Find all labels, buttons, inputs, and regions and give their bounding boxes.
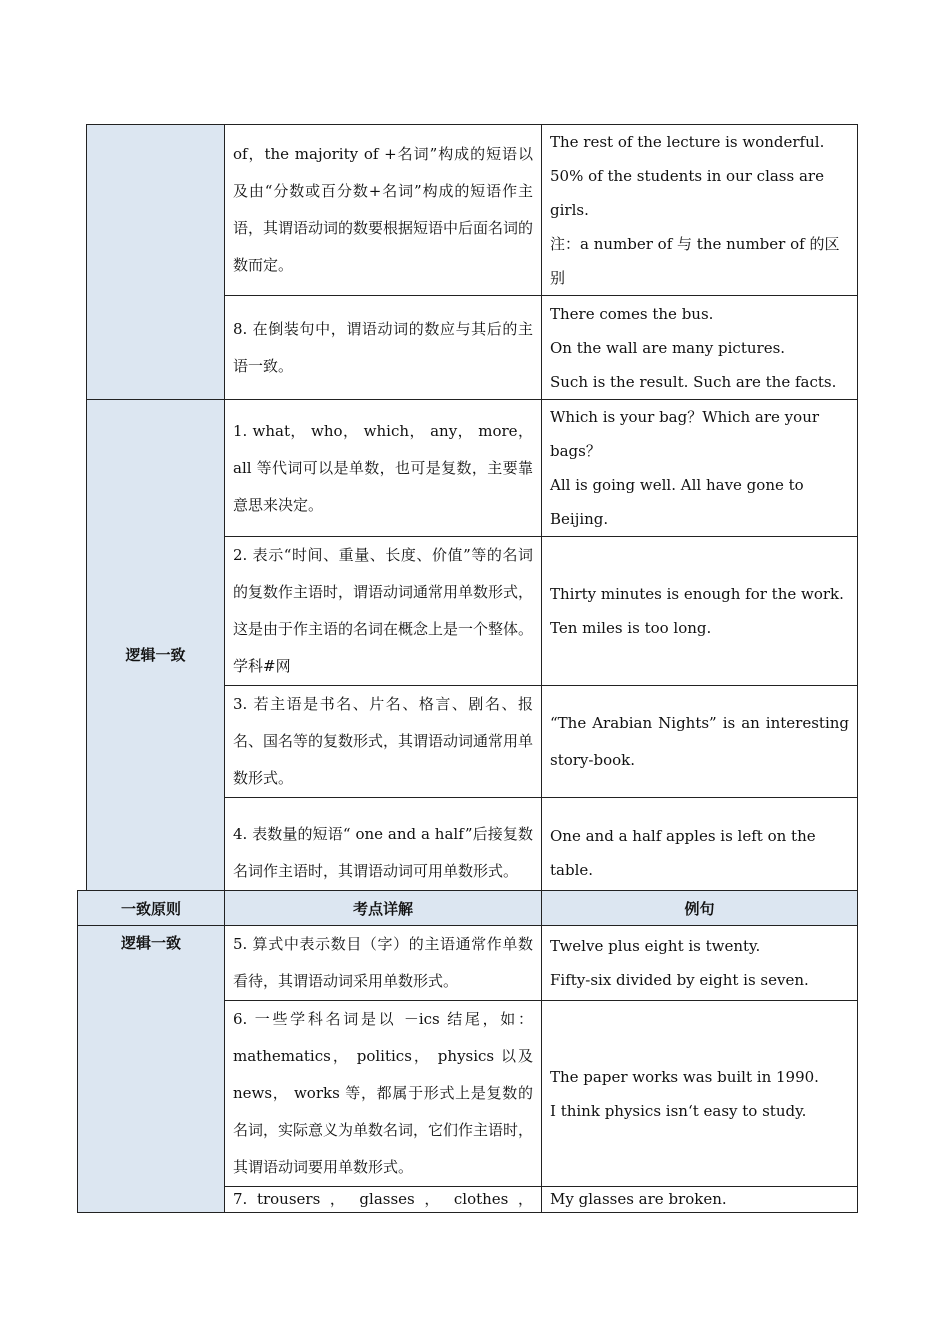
example-cell xyxy=(542,1187,858,1213)
category-cell: 逻辑一致 xyxy=(87,400,225,909)
example-line: Ten miles is too long. xyxy=(550,619,712,637)
explanation-cell: 4. 表数量的短语“ one and a half”后接复数名词作主语时，其谓语动词可用单数形式。 xyxy=(225,798,542,909)
example-cell xyxy=(542,296,858,400)
example-line: Fifty-six divided by eight is seven. xyxy=(550,971,809,989)
example-cell xyxy=(542,400,858,537)
example-line: “The Arabian Nights” is an interesting story-book. xyxy=(550,713,849,769)
example-cell xyxy=(542,125,858,296)
explanation-cell: 1. what， who， which， any， more， all 等代词可以是单数，也可是复数，主要靠意思来决定。 xyxy=(225,400,542,537)
explanation-cell: 3. 若主语是书名、片名、格言、剧名、报名、国名等的复数形式，其谓语动词通常用单数形式。 xyxy=(225,686,542,798)
example-line: There comes the bus. xyxy=(550,304,714,323)
example-cell xyxy=(542,926,858,1001)
explanation-cell: 2. 表示“时间、重量、长度、价值”等的名词的复数作主语时，谓语动词通常用单数形式，这是由于作主语的名词在概念上是一个整体。学科#网 xyxy=(225,537,542,686)
example-line: Such is the result. Such are the facts. xyxy=(550,372,837,391)
example-line: My glasses are broken. xyxy=(550,1190,727,1208)
example-line: 注：a number of 与 the number of 的区别 xyxy=(550,235,840,287)
explanation-cell: 8. 在倒装句中，谓语动词的数应与其后的主语一致。 xyxy=(225,296,542,400)
category-cell-blank xyxy=(87,125,225,400)
example-line: Thirty minutes is enough for the work. xyxy=(550,585,844,603)
consistency-table xyxy=(77,890,858,1213)
explanation-cell: 7. trousers ， glasses ， clothes ， xyxy=(225,1187,542,1213)
table-row xyxy=(87,400,858,537)
example-line: The paper works was built in 1990. xyxy=(550,1067,819,1086)
explanation-cell: of，the majority of +名词”构成的短语以及由“分数或百分数+名词”构成的短语作主语，其谓语动词的数要根据短语中后面名词的数而定。 xyxy=(225,125,542,296)
table-header-row xyxy=(78,891,858,926)
table-row xyxy=(78,926,858,1001)
example-line: On the wall are many pictures. xyxy=(550,338,786,357)
column-header: 例句 xyxy=(542,891,858,926)
example-line: Which is your bag？Which are your bags？ xyxy=(550,408,820,460)
example-line: 50% of the students in our class are girls. xyxy=(550,167,824,219)
example-cell xyxy=(542,537,858,686)
table-continuation xyxy=(86,124,858,909)
table-row xyxy=(87,125,858,296)
column-header: 一致原则 xyxy=(78,891,225,926)
explanation-cell: 6. 一些学科名词是以 －ics 结尾，如：mathematics， politics， physics 以及 news， works 等，都属于形式上是复数的名词，实际意义为单数名词，它们作主语时，其谓语动词要用单数形式。 xyxy=(225,1001,542,1187)
explanation-cell: 5. 算式中表示数目（字）的主语通常作单数看待，其谓语动词采用单数形式。 xyxy=(225,926,542,1001)
example-cell xyxy=(542,1001,858,1187)
example-line: The rest of the lecture is wonderful. xyxy=(550,133,825,151)
column-header: 考点详解 xyxy=(225,891,542,926)
example-cell xyxy=(542,686,858,798)
example-line: One and a half apples is left on the table. xyxy=(550,827,816,879)
example-line: All is going well. All have gone to Beijing. xyxy=(550,476,804,528)
category-cell: 逻辑一致 xyxy=(78,926,225,1213)
example-line: I think physics isn‘t easy to study. xyxy=(550,1101,807,1120)
example-line: Twelve plus eight is twenty. xyxy=(550,937,761,955)
